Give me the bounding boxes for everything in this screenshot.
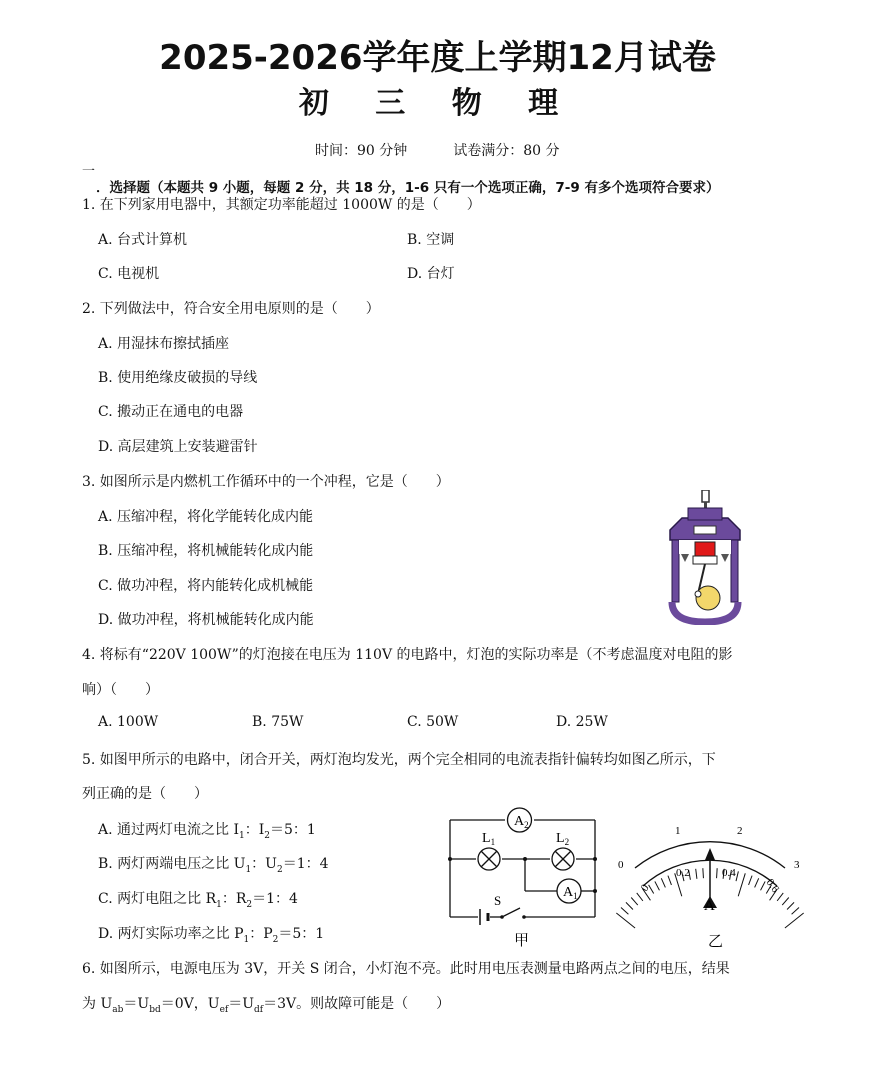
q3-option-b: B. 压缩冲程，将机械能转化成内能 (98, 543, 314, 559)
section-number: 一 (82, 164, 96, 179)
dial-major-2: 2 (737, 825, 743, 837)
dial-tick (782, 897, 789, 905)
dial-major-3: 3 (794, 859, 800, 871)
dial-tick (621, 908, 628, 915)
exam-score: 试卷满分：80 分 (453, 143, 560, 159)
figure-yi-caption: 乙 (708, 934, 724, 950)
dial-tick (785, 913, 804, 928)
dial-tick (738, 873, 745, 896)
dial-tick (616, 913, 635, 928)
dial-tick (755, 878, 759, 887)
exam-meta (315, 140, 606, 160)
q1-stem: 1. 在下列家用电器中，其额定功率能超过 1000W 的是（ ） (82, 197, 481, 213)
lamp-l1-label: $L_1$ (482, 831, 496, 847)
ammeter-a2-label: $A_2$ (514, 814, 529, 830)
dial-tick (661, 878, 665, 887)
dial-minor-0.6: 0.6 (763, 876, 782, 895)
exam-time: 时间：90 分钟 (315, 143, 408, 159)
q6-stem-line2: 为 $U_{ab}=U_{bd}=0V$，$U_{ef}=U_{df}=3V$。则故障可能是（ ） (82, 996, 451, 1015)
figure-jia-caption: 甲 (514, 933, 530, 949)
q4-option-c: C. 50W (407, 714, 459, 730)
q4-option-b: B. 75W (252, 714, 304, 730)
q4-option-d: D. 25W (556, 714, 608, 730)
dial-minor-0: 0 (638, 882, 652, 894)
q2-option-a: A. 用湿抹布擦拭插座 (98, 336, 230, 352)
dial-tick (736, 871, 738, 881)
dial-tick (631, 897, 638, 905)
q5-option-a: A. 通过两灯电流之比 $I_1$：$I_2=5$：1 (98, 822, 316, 841)
q5-stem-line2: 列正确的是（ ） (82, 786, 208, 802)
dial-tick (703, 868, 704, 878)
dial-tick (787, 902, 794, 909)
circuit-diagram (440, 805, 610, 953)
dial-tick (668, 876, 672, 885)
q2-option-c: C. 搬动正在通电的电器 (98, 404, 244, 420)
q3-stem: 3. 如图所示是内燃机工作循环中的一个冲程，它是（ ） (82, 474, 450, 490)
q2-stem: 2. 下列做法中，符合安全用电原则的是（ ） (82, 301, 380, 317)
q3-option-a: A. 压缩冲程，将化学能转化成内能 (98, 509, 314, 525)
dial-tick (655, 881, 660, 890)
exam-title: 2025-2026学年度上学期12月试卷 (159, 38, 716, 78)
q5-option-b: B. 两灯两端电压之比 $U_1$：$U_2=1$：4 (98, 856, 329, 875)
switch-label: S (494, 893, 502, 908)
engine-stroke-figure (660, 490, 750, 625)
q4-stem-line1: 4. 将标有“220V 100W”的灯泡接在电压为 110V 的电路中，灯泡的实际功率是（不考虑温度对电阻的影 (82, 647, 733, 663)
dial-tick (792, 908, 799, 915)
dial-tick (717, 868, 718, 878)
q1-option-d: D. 台灯 (407, 266, 455, 282)
ammeter-dial (610, 818, 810, 953)
q4-stem-line2: 响）（ ） (82, 682, 159, 698)
q2-option-b: B. 使用绝缘皮破损的导线 (98, 370, 258, 386)
q3-option-d: D. 做功冲程，将机械能转化成内能 (98, 612, 314, 628)
q2-option-d: D. 高层建筑上安装避雷针 (98, 439, 258, 455)
dial-tick (777, 893, 783, 901)
dial-minor-0.2: 0.2 (676, 867, 690, 879)
ammeter-a1-label: $A_1$ (563, 885, 578, 901)
subject-title: 初 三 物 理 (298, 86, 577, 121)
dial-minor-0.4: 0.4 (722, 867, 736, 879)
dial-tick (749, 876, 753, 885)
q4-option-a: A. 100W (98, 714, 159, 730)
dial-major-1: 1 (675, 825, 681, 837)
q3-option-c: C. 做功冲程，将内能转化成机械能 (98, 578, 314, 594)
lamp-l2-label: $L_2$ (556, 831, 570, 847)
dial-major-0: 0 (618, 859, 624, 871)
q5-stem-line1: 5. 如图甲所示的电路中，闭合开关，两灯泡均发光，两个完全相同的电流表指针偏转均如图乙所示，下 (82, 752, 716, 768)
q5-option-c: C. 两灯电阻之比 $R_1$：$R_2=1$：4 (98, 891, 298, 910)
q5-option-d: D. 两灯实际功率之比 $P_1$：$P_2=5$：1 (98, 926, 325, 945)
dial-tick (626, 902, 633, 909)
dial-tick (637, 893, 643, 901)
dial-unit-label: A (704, 898, 715, 914)
section-heading: ．选择题（本题共 9 小题，每题 2 分，共 18 分，1-6 只有一个选项正确，7-9 有多个选项符合要求） (96, 180, 720, 196)
q1-option-a: A. 台式计算机 (98, 232, 188, 248)
dial-tick (696, 869, 697, 879)
q1-option-b: B. 空调 (407, 232, 455, 248)
q1-option-c: C. 电视机 (98, 266, 160, 282)
q6-stem-line1: 6. 如图所示，电源电压为 3V，开关 S 闭合，小灯泡不亮。此时用电压表测量电路两点之间的电压，结果 (82, 961, 730, 977)
